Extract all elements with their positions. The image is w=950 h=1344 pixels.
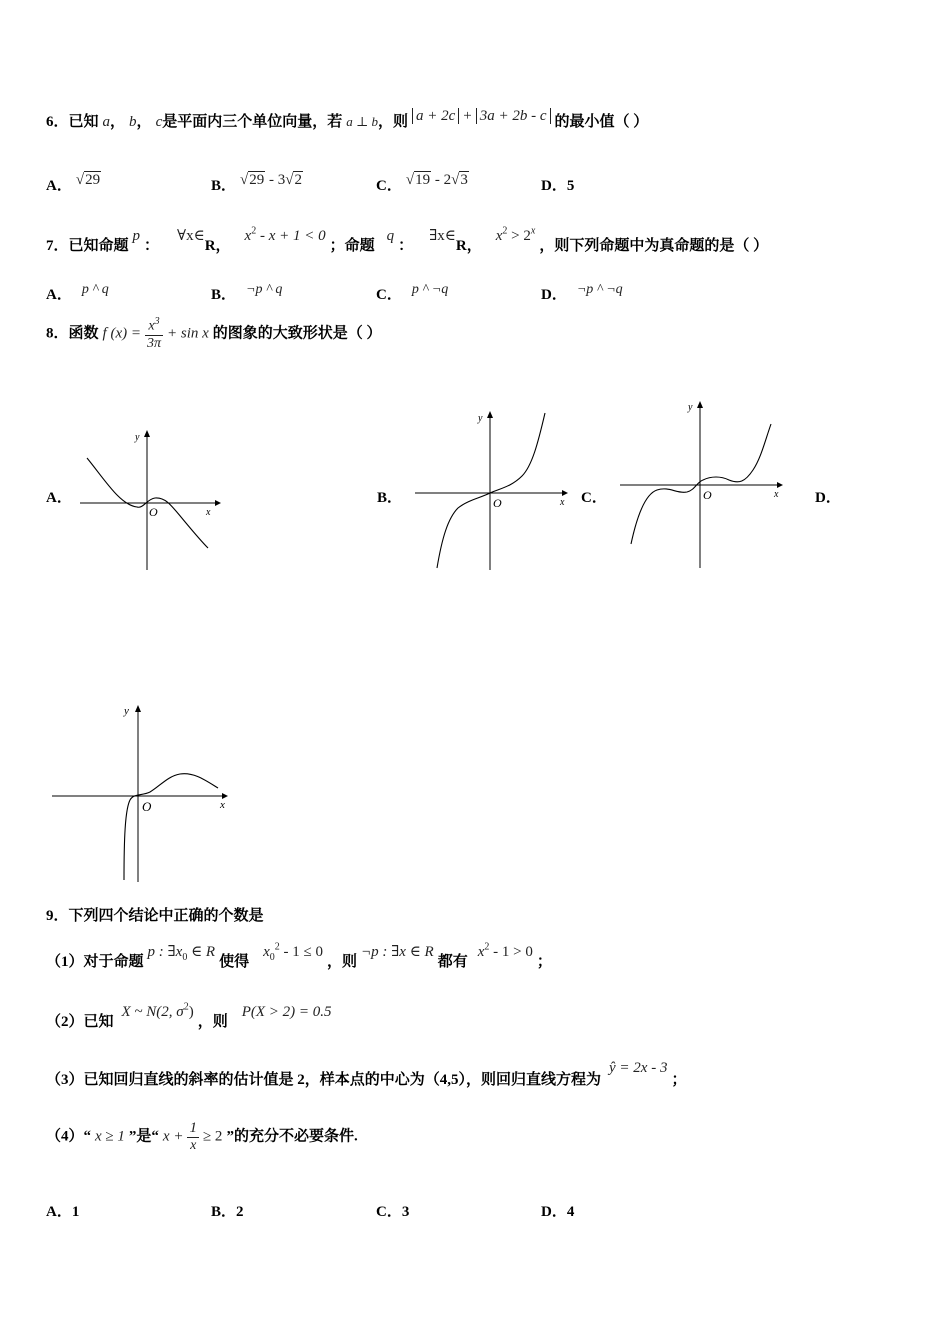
graph-c-y-label: y	[688, 402, 693, 413]
q6-option-c[interactable]: C． √19 - 2√3	[376, 172, 468, 194]
q8-stem: 8．函数 f (x) = $\frac{x^3}{3\pi}$ + sin x 的图象的大致形状是（ ）	[46, 316, 382, 351]
graph-c-curve	[631, 424, 771, 544]
q8-number: 8．	[46, 325, 69, 342]
graph-b-y-label: y	[478, 413, 483, 424]
arrow-icon	[135, 705, 141, 712]
q8-label-a[interactable]: A．	[46, 490, 72, 506]
q9-option-a[interactable]: A．1	[46, 1204, 80, 1220]
graph-a-x-label: x	[206, 507, 211, 518]
q8-graph-b	[410, 408, 580, 578]
q7-number: 7．	[46, 238, 69, 254]
q9-option-c[interactable]: C．3	[376, 1204, 410, 1220]
q9-statement-2: （2）已知 X ~ N(2, $\sigma^2$) ，则 P(X > 2) = 0.5	[46, 1001, 332, 1030]
arrow-icon	[697, 401, 703, 408]
graph-b-curve	[437, 413, 545, 568]
q8-label-d[interactable]: D．	[815, 490, 841, 506]
graph-d-x-label: x	[220, 799, 225, 811]
q9-statement-1: （1）对于命题 p : $\exists x_0$ ∈ R 使得 $x_0^2 - 1 \le 0$ ，则 ¬p : ∃x ∈ R 都有 $x^2 - 1 > 0$ ；	[46, 941, 552, 970]
q6-option-a[interactable]: A． √29	[46, 172, 101, 194]
q7-option-d[interactable]: D． ¬p ^ ¬q	[541, 282, 623, 303]
graph-a-y-label: y	[135, 432, 140, 443]
arrow-icon	[144, 430, 150, 437]
arrow-icon	[562, 490, 568, 496]
q8-label-c[interactable]: C．	[581, 490, 607, 506]
arrow-icon	[487, 411, 493, 418]
q7-stem: 7．已知命题 p ： ∀x∈R， $x^2 - x + 1 < 0$ ；命题 q ： ∃x∈R， $x^2 > 2^x$ ，则下列命题中为真命题的是（ ）	[46, 225, 769, 254]
graph-c-origin: O	[703, 488, 712, 502]
q9-stem: 9．下列四个结论中正确的个数是	[46, 908, 264, 924]
q8-graph-c	[615, 396, 795, 571]
arrow-icon	[215, 500, 221, 506]
q9-option-d[interactable]: D．4	[541, 1204, 575, 1220]
q6-stem: 6．已知 a， b， c是平面内三个单位向量，若 a ⊥ b，则 a + 2c + 3a + 2b - c 的最小值（ ）	[46, 108, 649, 130]
q6-option-d[interactable]: D．5	[541, 178, 575, 194]
q8-graph-a	[75, 425, 225, 575]
q6-number: 6．	[46, 114, 69, 130]
q9-statement-3: （3）已知回归直线的斜率的估计值是 2，样本点的中心为（4,5），则回归直线方程为 ŷ = 2x - 3 ；	[46, 1060, 687, 1088]
graph-c-x-label: x	[774, 489, 779, 500]
q6-abs-2: 3a + 2b - c	[476, 108, 551, 124]
arrow-icon	[777, 482, 783, 488]
q7-option-a[interactable]: A． p ^ q	[46, 282, 109, 303]
q9-statement-4: （4）“ x ≥ 1 ”是“ x + $\frac{1}{x}$ ≥ 2 ”的充分不必要条件.	[46, 1120, 358, 1153]
q6-abs-1: a + 2c	[412, 108, 459, 124]
q6-option-b[interactable]: B． √29 - 3√2	[211, 172, 302, 194]
q7-option-c[interactable]: C． p ^ ¬q	[376, 282, 449, 303]
graph-d-y-label: y	[124, 705, 129, 717]
graph-a-origin: O	[149, 505, 158, 519]
graph-b-x-label: x	[560, 497, 565, 508]
q7-option-b[interactable]: B． ¬p ^ q	[211, 282, 283, 303]
q9-number: 9．	[46, 908, 69, 924]
q9-option-b[interactable]: B．2	[211, 1204, 244, 1220]
graph-b-origin: O	[493, 496, 502, 510]
q8-graph-d	[50, 700, 240, 885]
q8-label-b[interactable]: B．	[377, 490, 403, 506]
graph-d-origin: O	[142, 799, 152, 814]
